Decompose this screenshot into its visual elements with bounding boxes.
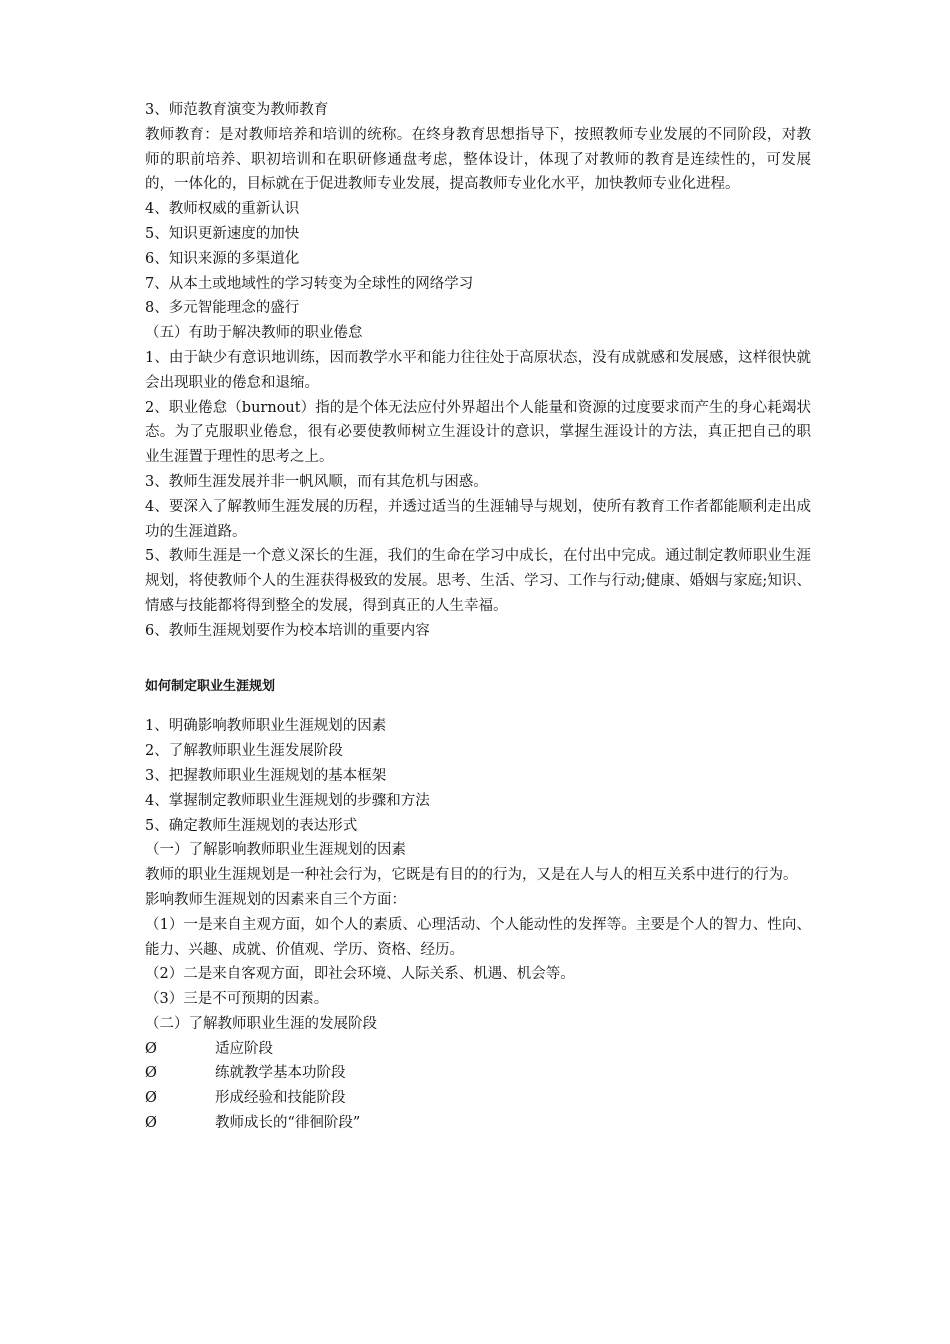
bullet-marker: Ø	[145, 1040, 157, 1057]
burnout-point-3: 3、教师生涯发展并非一帆风顺，而有其危机与困惑。	[145, 473, 488, 490]
document-body	[145, 98, 811, 1136]
item-3-title: 3、师范教育演变为教师教育	[145, 102, 329, 118]
stage-label: 形成经验和技能阶段	[215, 1090, 346, 1107]
factor-objective: （2）二是来自客观方面，即社会环境、人际关系、机遇、机会等。	[145, 966, 575, 983]
bullet-marker: Ø	[145, 1090, 157, 1107]
item-7: 7、从本土或地域性的学习转变为全球性的网络学习	[145, 275, 474, 292]
subsection-two-title: （二）了解教师职业生涯的发展阶段	[145, 1015, 377, 1032]
factor-subjective: （1）一是来自主观方面，如个人的素质、心理活动、个人能动性的发挥等。主要是个人的智力、性向、能力、兴趣、成就、价值观、学历、资格、经历。	[145, 916, 811, 958]
stage-label: 练就教学基本功阶段	[215, 1065, 346, 1082]
stage-list-item	[145, 1086, 811, 1111]
bullet-marker: Ø	[145, 1065, 157, 1082]
burnout-point-1: 1、由于缺少有意识地训练，因而教学水平和能力往往处于高原状态，没有成就感和发展感，这样很快就会出现职业的倦怠和退缩。	[145, 349, 811, 391]
list-item: 2、了解教师职业生涯发展阶段	[145, 743, 343, 760]
item-4: 4、教师权威的重新认识	[145, 201, 300, 218]
list-item: 4、掌握制定教师职业生涯规划的步骤和方法	[145, 792, 430, 809]
burnout-point-6: 6、教师生涯规划要作为校本培训的重要内容	[145, 622, 430, 639]
stage-list-item	[145, 1037, 811, 1062]
list-item: 5、确定教师生涯规划的表达形式	[145, 817, 358, 834]
stage-list-item	[145, 1111, 811, 1136]
subsection-one-title: （一）了解影响教师职业生涯规划的因素	[145, 842, 406, 859]
item-5: 5、知识更新速度的加快	[145, 225, 300, 242]
factor-unpredictable: （3）三是不可预期的因素。	[145, 991, 329, 1008]
stage-label: 教师成长的“徘徊阶段”	[215, 1115, 361, 1132]
burnout-point-5: 5、教师生涯是一个意义深长的生涯，我们的生命在学习中成长，在付出中完成。通过制定教师职业生涯规划，将使教师个人的生涯获得极致的发展。思考、生活、学习、工作与行动;健康、婚姻与家庭;知识、情感与技能都将得到整全的发展，得到真正的人生幸福。	[145, 548, 811, 614]
list-item: 3、把握教师职业生涯规划的基本框架	[145, 767, 387, 784]
burnout-point-2: 2、职业倦怠（burnout）指的是个体无法应付外界超出个人能量和资源的过度要求而产生的身心耗竭状态。为了克服职业倦怠，很有必要使教师树立生涯设计的意识，掌握生涯设计的方法，真正把自己的职业生涯置于理性的思考之上。	[145, 399, 811, 466]
burnout-point-4: 4、要深入了解教师生涯发展的历程，并透过适当的生涯辅导与规划，使所有教育工作者都能顺利走出成功的生涯道路。	[145, 498, 811, 540]
item-6: 6、知识来源的多渠道化	[145, 250, 300, 267]
list-item: 1、明确影响教师职业生涯规划的因素	[145, 718, 387, 735]
factors-intro: 影响教师生涯规划的因素来自三个方面：	[145, 891, 406, 908]
section-heading: 如何制定职业生涯规划	[145, 678, 276, 694]
career-planning-definition: 教师的职业生涯规划是一种社会行为，它既是有目的的行为，又是在人与人的相互关系中进行的行为。	[145, 867, 798, 884]
spacer	[145, 699, 811, 714]
spacer	[145, 644, 811, 675]
stage-list-item	[145, 1061, 811, 1086]
section-five-title: （五）有助于解决教师的职业倦怠	[145, 325, 363, 342]
item-8: 8、多元智能理念的盛行	[145, 300, 300, 317]
stage-label: 适应阶段	[215, 1040, 273, 1057]
bullet-marker: Ø	[145, 1115, 157, 1132]
teacher-education-definition: 教师教育：是对教师培养和培训的统称。在终身教育思想指导下，按照教师专业发展的不同阶段，对教师的职前培养、职初培训和在职研修通盘考虑，整体设计，体现了对教师的教育是连续性的，可发展的，一体化的，目标就在于促进教师专业发展，提高教师专业化水平，加快教师专业化进程。	[145, 126, 811, 193]
